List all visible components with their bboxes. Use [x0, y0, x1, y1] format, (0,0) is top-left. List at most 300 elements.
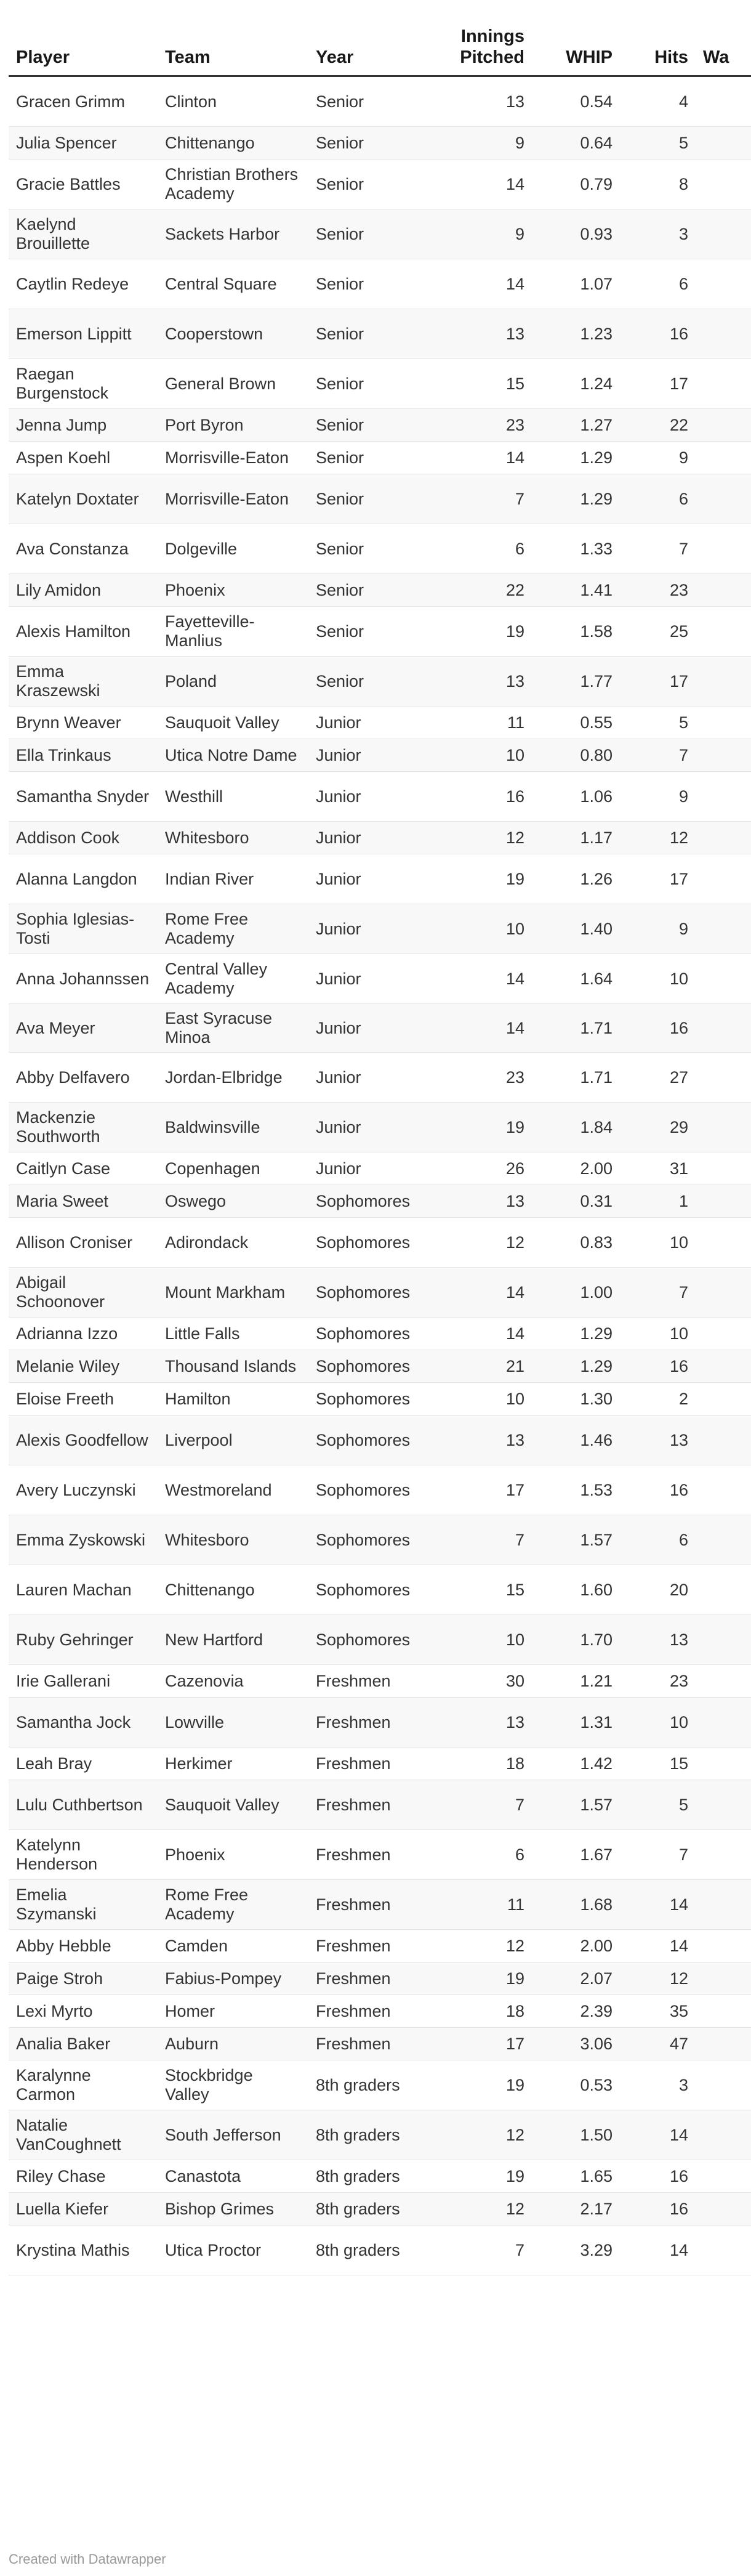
cell-team: Baldwinsville [158, 1103, 308, 1152]
table-row [9, 1880, 751, 1930]
cell-team: Sauquoit Valley [158, 1780, 308, 1830]
cell-walks [696, 1004, 751, 1053]
cell-hits: 16 [620, 309, 696, 359]
cell-year: Junior [308, 822, 418, 854]
cell-year: Junior [308, 1152, 418, 1185]
cell-year: 8th graders [308, 2060, 418, 2110]
cell-player: Addison Cook [9, 822, 158, 854]
cell-whip: 1.57 [532, 1780, 620, 1830]
cell-innings-pitched: 19 [418, 2160, 532, 2193]
cell-innings-pitched: 15 [418, 359, 532, 409]
cell-whip: 2.00 [532, 1930, 620, 1962]
cell-player: Lexi Myrto [9, 1995, 158, 2028]
cell-year: Sophomores [308, 1515, 418, 1565]
table-row [9, 1218, 751, 1268]
table-row [9, 739, 751, 772]
cell-player: Alexis Goodfellow [9, 1416, 158, 1465]
cell-team: Whitesboro [158, 1515, 308, 1565]
cell-player: Katelyn Doxtater [9, 474, 158, 524]
cell-year: Sophomores [308, 1416, 418, 1465]
table-row [9, 309, 751, 359]
cell-walks [696, 359, 751, 409]
cell-walks [696, 160, 751, 209]
cell-walks [696, 1930, 751, 1962]
cell-innings-pitched: 10 [418, 1615, 532, 1665]
cell-innings-pitched: 17 [418, 1465, 532, 1515]
table-row [9, 474, 751, 524]
cell-player: Eloise Freeth [9, 1383, 158, 1416]
cell-whip: 1.23 [532, 309, 620, 359]
cell-innings-pitched: 6 [418, 1830, 532, 1880]
cell-team: Central Valley Academy [158, 954, 308, 1004]
cell-player: Lily Amidon [9, 574, 158, 607]
cell-team: Thousand Islands [158, 1350, 308, 1383]
cell-team: Chittenango [158, 127, 308, 160]
cell-innings-pitched: 19 [418, 1962, 532, 1995]
cell-walks [696, 2060, 751, 2110]
cell-hits: 3 [620, 2060, 696, 2110]
cell-walks [696, 1416, 751, 1465]
cell-innings-pitched: 10 [418, 1383, 532, 1416]
cell-innings-pitched: 18 [418, 1748, 532, 1780]
table-row [9, 772, 751, 822]
cell-hits: 5 [620, 1780, 696, 1830]
cell-team: Camden [158, 1930, 308, 1962]
cell-year: Sophomores [308, 1350, 418, 1383]
table-row [9, 2110, 751, 2160]
cell-team: Adirondack [158, 1218, 308, 1268]
cell-whip: 1.31 [532, 1698, 620, 1748]
cell-walks [696, 1995, 751, 2028]
cell-player: Ruby Gehringer [9, 1615, 158, 1665]
cell-hits: 6 [620, 474, 696, 524]
cell-walks [696, 739, 751, 772]
cell-walks [696, 1698, 751, 1748]
cell-year: Freshmen [308, 1780, 418, 1830]
cell-year: Junior [308, 854, 418, 904]
cell-player: Ella Trinkaus [9, 739, 158, 772]
cell-team: Poland [158, 657, 308, 707]
cell-walks [696, 1318, 751, 1350]
cell-innings-pitched: 13 [418, 657, 532, 707]
cell-hits: 1 [620, 1185, 696, 1218]
header-innings-pitched[interactable]: Innings Pitched [418, 18, 532, 76]
cell-team: Sackets Harbor [158, 209, 308, 259]
cell-year: Senior [308, 160, 418, 209]
cell-player: Emma Kraszewski [9, 657, 158, 707]
table-row [9, 1465, 751, 1515]
cell-team: Fayetteville-Manlius [158, 607, 308, 657]
table-row [9, 1103, 751, 1152]
header-team[interactable]: Team [158, 18, 308, 76]
table-row [9, 1930, 751, 1962]
cell-whip: 1.58 [532, 607, 620, 657]
cell-year: Junior [308, 1004, 418, 1053]
cell-innings-pitched: 6 [418, 524, 532, 574]
cell-walks [696, 574, 751, 607]
cell-player: Alexis Hamilton [9, 607, 158, 657]
cell-year: 8th graders [308, 2160, 418, 2193]
cell-whip: 0.93 [532, 209, 620, 259]
cell-player: Emma Zyskowski [9, 1515, 158, 1565]
cell-whip: 1.29 [532, 474, 620, 524]
cell-innings-pitched: 13 [418, 309, 532, 359]
table-row [9, 259, 751, 309]
cell-team: Rome Free Academy [158, 1880, 308, 1930]
table-body [9, 76, 751, 2275]
cell-player: Ava Constanza [9, 524, 158, 574]
cell-walks [696, 1880, 751, 1930]
table-row [9, 2028, 751, 2060]
table-row [9, 1383, 751, 1416]
cell-year: Senior [308, 259, 418, 309]
stats-table [9, 18, 751, 2275]
header-hits[interactable]: Hits [620, 18, 696, 76]
cell-team: Cooperstown [158, 309, 308, 359]
cell-player: Lulu Cuthbertson [9, 1780, 158, 1830]
cell-player: Luella Kiefer [9, 2193, 158, 2226]
cell-innings-pitched: 12 [418, 822, 532, 854]
cell-year: Junior [308, 772, 418, 822]
cell-walks [696, 1665, 751, 1698]
header-whip[interactable]: WHIP [532, 18, 620, 76]
cell-team: Hamilton [158, 1383, 308, 1416]
cell-year: Freshmen [308, 1748, 418, 1780]
cell-walks [696, 1465, 751, 1515]
cell-year: Senior [308, 409, 418, 442]
cell-whip: 2.07 [532, 1962, 620, 1995]
cell-player: Paige Stroh [9, 1962, 158, 1995]
cell-whip: 1.29 [532, 1350, 620, 1383]
cell-hits: 14 [620, 1880, 696, 1930]
cell-player: Irie Gallerani [9, 1665, 158, 1698]
cell-team: Little Falls [158, 1318, 308, 1350]
cell-whip: 2.00 [532, 1152, 620, 1185]
cell-hits: 25 [620, 607, 696, 657]
cell-innings-pitched: 18 [418, 1995, 532, 2028]
cell-walks [696, 1830, 751, 1880]
cell-whip: 1.60 [532, 1565, 620, 1615]
cell-team: Jordan-Elbridge [158, 1053, 308, 1103]
cell-innings-pitched: 10 [418, 904, 532, 954]
cell-innings-pitched: 15 [418, 1565, 532, 1615]
cell-player: Analia Baker [9, 2028, 158, 2060]
cell-hits: 7 [620, 1268, 696, 1318]
cell-whip: 1.26 [532, 854, 620, 904]
cell-walks [696, 1103, 751, 1152]
cell-player: Maria Sweet [9, 1185, 158, 1218]
cell-walks [696, 1615, 751, 1665]
cell-walks [696, 1780, 751, 1830]
cell-hits: 16 [620, 2193, 696, 2226]
cell-whip: 1.33 [532, 524, 620, 574]
cell-hits: 4 [620, 76, 696, 127]
cell-player: Sophia Iglesias-Tosti [9, 904, 158, 954]
cell-team: Phoenix [158, 574, 308, 607]
cell-whip: 1.50 [532, 2110, 620, 2160]
cell-player: Emerson Lippitt [9, 309, 158, 359]
cell-year: Freshmen [308, 1698, 418, 1748]
cell-year: Freshmen [308, 1830, 418, 1880]
cell-year: Freshmen [308, 1995, 418, 2028]
table-row [9, 574, 751, 607]
cell-walks [696, 1515, 751, 1565]
cell-year: Senior [308, 359, 418, 409]
cell-player: Caytlin Redeye [9, 259, 158, 309]
header-walks[interactable]: Wa [696, 18, 751, 76]
cell-player: Abigail Schoonover [9, 1268, 158, 1318]
cell-year: Junior [308, 1053, 418, 1103]
cell-year: Sophomores [308, 1465, 418, 1515]
cell-team: Westmoreland [158, 1465, 308, 1515]
cell-whip: 0.80 [532, 739, 620, 772]
table-row [9, 1748, 751, 1780]
cell-innings-pitched: 13 [418, 1416, 532, 1465]
cell-walks [696, 127, 751, 160]
cell-whip: 1.41 [532, 574, 620, 607]
header-row [9, 18, 751, 76]
cell-year: Sophomores [308, 1218, 418, 1268]
cell-walks [696, 259, 751, 309]
cell-whip: 1.21 [532, 1665, 620, 1698]
table-row [9, 657, 751, 707]
cell-year: 8th graders [308, 2226, 418, 2275]
cell-hits: 7 [620, 1830, 696, 1880]
cell-year: Sophomores [308, 1565, 418, 1615]
cell-whip: 1.17 [532, 822, 620, 854]
cell-team: Mount Markham [158, 1268, 308, 1318]
footer-credit: Created with Datawrapper [9, 2551, 166, 2567]
header-player[interactable]: Player [9, 18, 158, 76]
cell-walks [696, 2110, 751, 2160]
cell-year: Sophomores [308, 1185, 418, 1218]
cell-player: Julia Spencer [9, 127, 158, 160]
cell-player: Katelynn Henderson [9, 1830, 158, 1880]
cell-hits: 23 [620, 574, 696, 607]
cell-hits: 10 [620, 954, 696, 1004]
cell-hits: 27 [620, 1053, 696, 1103]
cell-walks [696, 1053, 751, 1103]
table-row [9, 524, 751, 574]
cell-whip: 0.54 [532, 76, 620, 127]
cell-player: Karalynne Carmon [9, 2060, 158, 2110]
cell-player: Allison Croniser [9, 1218, 158, 1268]
cell-year: Junior [308, 954, 418, 1004]
cell-walks [696, 1748, 751, 1780]
cell-team: Herkimer [158, 1748, 308, 1780]
cell-player: Adrianna Izzo [9, 1318, 158, 1350]
cell-hits: 10 [620, 1218, 696, 1268]
cell-walks [696, 772, 751, 822]
table-row [9, 409, 751, 442]
cell-team: Indian River [158, 854, 308, 904]
cell-hits: 22 [620, 409, 696, 442]
table-row [9, 1152, 751, 1185]
cell-innings-pitched: 21 [418, 1350, 532, 1383]
cell-year: Freshmen [308, 1665, 418, 1698]
cell-year: Senior [308, 127, 418, 160]
header-year[interactable]: Year [308, 18, 418, 76]
cell-whip: 1.00 [532, 1268, 620, 1318]
cell-team: Whitesboro [158, 822, 308, 854]
cell-hits: 2 [620, 1383, 696, 1416]
cell-walks [696, 442, 751, 474]
cell-walks [696, 1185, 751, 1218]
cell-innings-pitched: 14 [418, 259, 532, 309]
cell-year: 8th graders [308, 2193, 418, 2226]
cell-hits: 7 [620, 524, 696, 574]
cell-whip: 1.71 [532, 1053, 620, 1103]
cell-innings-pitched: 9 [418, 127, 532, 160]
cell-whip: 1.71 [532, 1004, 620, 1053]
cell-innings-pitched: 7 [418, 2226, 532, 2275]
table-row [9, 209, 751, 259]
cell-team: Liverpool [158, 1416, 308, 1465]
cell-walks [696, 854, 751, 904]
cell-walks [696, 904, 751, 954]
cell-hits: 16 [620, 2160, 696, 2193]
cell-whip: 1.29 [532, 442, 620, 474]
cell-year: Sophomores [308, 1383, 418, 1416]
cell-innings-pitched: 14 [418, 1318, 532, 1350]
cell-hits: 12 [620, 1962, 696, 1995]
cell-hits: 3 [620, 209, 696, 259]
cell-walks [696, 1350, 751, 1383]
cell-team: Dolgeville [158, 524, 308, 574]
cell-whip: 0.83 [532, 1218, 620, 1268]
cell-innings-pitched: 11 [418, 1880, 532, 1930]
cell-walks [696, 2160, 751, 2193]
table-row [9, 1780, 751, 1830]
cell-player: Leah Bray [9, 1748, 158, 1780]
cell-innings-pitched: 16 [418, 772, 532, 822]
cell-walks [696, 1268, 751, 1318]
cell-team: Phoenix [158, 1830, 308, 1880]
cell-innings-pitched: 17 [418, 2028, 532, 2060]
cell-player: Raegan Burgenstock [9, 359, 158, 409]
table-row [9, 76, 751, 127]
cell-player: Lauren Machan [9, 1565, 158, 1615]
cell-walks [696, 607, 751, 657]
cell-innings-pitched: 23 [418, 1053, 532, 1103]
cell-innings-pitched: 12 [418, 1930, 532, 1962]
cell-player: Natalie VanCoughnett [9, 2110, 158, 2160]
cell-player: Gracie Battles [9, 160, 158, 209]
cell-innings-pitched: 26 [418, 1152, 532, 1185]
cell-team: Chittenango [158, 1565, 308, 1615]
cell-innings-pitched: 9 [418, 209, 532, 259]
cell-hits: 35 [620, 1995, 696, 2028]
cell-hits: 13 [620, 1416, 696, 1465]
cell-walks [696, 76, 751, 127]
cell-innings-pitched: 23 [418, 409, 532, 442]
cell-whip: 1.24 [532, 359, 620, 409]
table-row [9, 1995, 751, 2028]
cell-team: Copenhagen [158, 1152, 308, 1185]
cell-whip: 1.29 [532, 1318, 620, 1350]
cell-hits: 16 [620, 1004, 696, 1053]
cell-team: New Hartford [158, 1615, 308, 1665]
cell-player: Samantha Snyder [9, 772, 158, 822]
cell-whip: 2.17 [532, 2193, 620, 2226]
cell-walks [696, 2226, 751, 2275]
cell-whip: 1.64 [532, 954, 620, 1004]
cell-hits: 7 [620, 739, 696, 772]
cell-hits: 23 [620, 1665, 696, 1698]
cell-whip: 1.30 [532, 1383, 620, 1416]
cell-hits: 10 [620, 1698, 696, 1748]
cell-whip: 1.57 [532, 1515, 620, 1565]
cell-team: Morrisville-Eaton [158, 474, 308, 524]
cell-innings-pitched: 11 [418, 707, 532, 739]
cell-whip: 0.31 [532, 1185, 620, 1218]
cell-team: Fabius-Pompey [158, 1962, 308, 1995]
table-row [9, 1515, 751, 1565]
cell-walks [696, 474, 751, 524]
cell-whip: 1.06 [532, 772, 620, 822]
table-row [9, 1318, 751, 1350]
cell-year: 8th graders [308, 2110, 418, 2160]
cell-innings-pitched: 7 [418, 1515, 532, 1565]
cell-year: Senior [308, 657, 418, 707]
table-row [9, 1830, 751, 1880]
cell-innings-pitched: 19 [418, 607, 532, 657]
cell-team: Oswego [158, 1185, 308, 1218]
table-row [9, 2060, 751, 2110]
table-row [9, 359, 751, 409]
cell-team: Port Byron [158, 409, 308, 442]
cell-hits: 16 [620, 1350, 696, 1383]
cell-team: Bishop Grimes [158, 2193, 308, 2226]
cell-player: Avery Luczynski [9, 1465, 158, 1515]
cell-year: Senior [308, 474, 418, 524]
cell-year: Sophomores [308, 1615, 418, 1665]
cell-whip: 0.64 [532, 127, 620, 160]
cell-team: Canastota [158, 2160, 308, 2193]
cell-player: Melanie Wiley [9, 1350, 158, 1383]
table-row [9, 707, 751, 739]
cell-whip: 1.27 [532, 409, 620, 442]
cell-team: Morrisville-Eaton [158, 442, 308, 474]
cell-walks [696, 2028, 751, 2060]
table-row [9, 854, 751, 904]
cell-player: Jenna Jump [9, 409, 158, 442]
table-row [9, 1665, 751, 1698]
cell-whip: 0.79 [532, 160, 620, 209]
cell-innings-pitched: 19 [418, 1103, 532, 1152]
cell-walks [696, 209, 751, 259]
cell-innings-pitched: 14 [418, 1004, 532, 1053]
cell-team: East Syracuse Minoa [158, 1004, 308, 1053]
cell-innings-pitched: 13 [418, 1698, 532, 1748]
cell-innings-pitched: 13 [418, 1185, 532, 1218]
table-row [9, 607, 751, 657]
table-header [9, 18, 751, 76]
cell-innings-pitched: 10 [418, 739, 532, 772]
cell-whip: 1.77 [532, 657, 620, 707]
cell-hits: 14 [620, 2226, 696, 2275]
cell-whip: 1.67 [532, 1830, 620, 1880]
table-row [9, 127, 751, 160]
table-row [9, 442, 751, 474]
cell-player: Anna Johannssen [9, 954, 158, 1004]
cell-whip: 1.65 [532, 2160, 620, 2193]
cell-player: Mackenzie Southworth [9, 1103, 158, 1152]
cell-innings-pitched: 19 [418, 854, 532, 904]
cell-player: Riley Chase [9, 2160, 158, 2193]
cell-walks [696, 954, 751, 1004]
cell-walks [696, 1152, 751, 1185]
